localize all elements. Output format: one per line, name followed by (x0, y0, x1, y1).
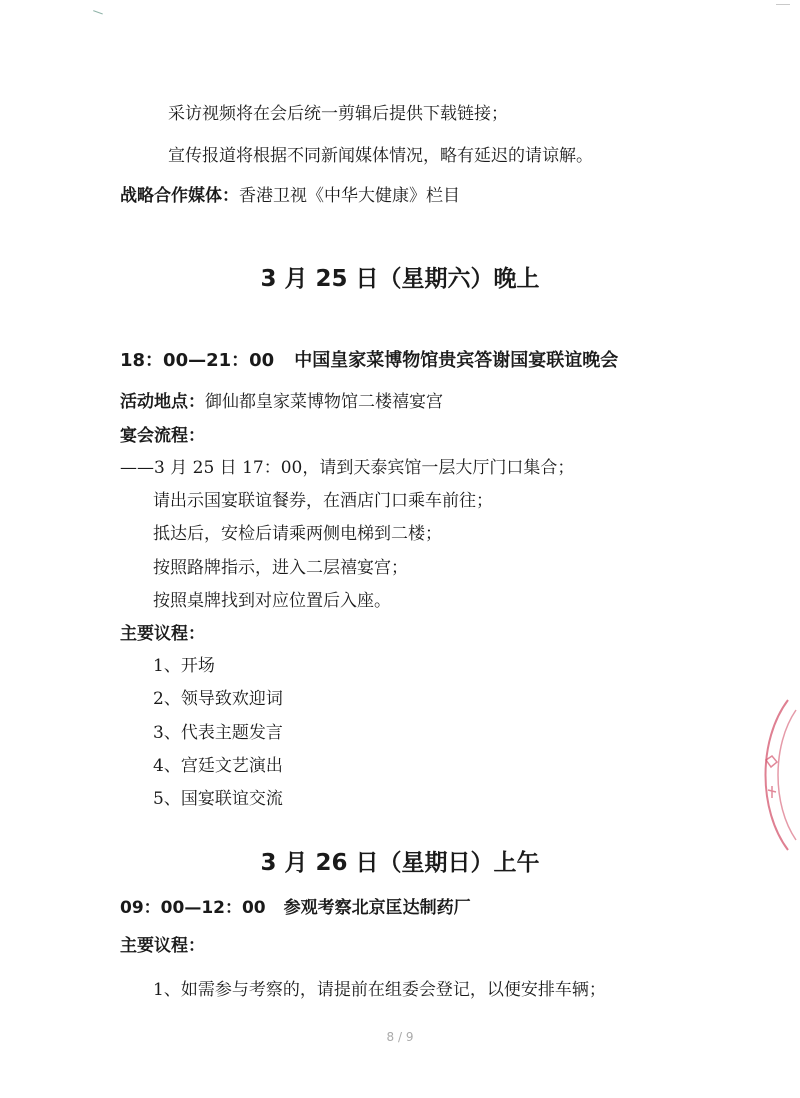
flow-item: 请出示国宴联谊餐券，在酒店门口乘车前往； (153, 491, 493, 511)
intro-line-1: 采访视频将在会后统一剪辑后提供下载链接； (168, 104, 508, 124)
flow-item: 抵达后，安检后请乘两侧电梯到二楼； (153, 524, 442, 544)
day1-session (120, 350, 618, 372)
flow-label: 宴会流程： (120, 426, 205, 446)
media-partner (120, 185, 460, 207)
page-number: 8 / 9 (386, 1030, 414, 1044)
intro-line-2: 宣传报道将根据不同新闻媒体情况，略有延迟的请谅解。 (168, 146, 593, 166)
day2-heading: 3 月 26 日（星期日）上午 (260, 850, 540, 876)
agenda-item: 5、国宴联谊交流 (153, 789, 283, 809)
venue (120, 391, 443, 413)
day1-heading: 3 月 25 日（星期六）晚上 (260, 266, 540, 292)
scan-mark (93, 5, 105, 15)
flow-item: 按照桌牌找到对应位置后入座。 (153, 591, 391, 611)
venue-label: 活动地点： (120, 392, 205, 412)
day1-session-time: 18：00—21：00 (120, 350, 275, 371)
agenda-item: 3、代表主题发言 (153, 723, 283, 743)
day2-session-time: 09：00—12：00 (120, 898, 266, 918)
agenda-item: 1、如需参与考察的，请提前在组委会登记，以便安排车辆； (153, 980, 606, 1000)
media-value: 香港卫视《中华大健康》栏目 (239, 186, 460, 206)
day1-agenda-label: 主要议程： (120, 624, 205, 644)
venue-value: 御仙都皇家菜博物馆二楼禧宴宫 (205, 392, 443, 412)
day2-session (120, 897, 471, 919)
day1-session-title: 中国皇家菜博物馆贵宾答谢国宴联谊晚会 (294, 350, 619, 371)
agenda-item: 2、领导致欢迎词 (153, 689, 283, 709)
agenda-item: 4、宫廷文艺演出 (153, 756, 283, 776)
flow-item: 按照路牌指示，进入二层禧宴宫； (153, 558, 408, 578)
agenda-item: 1、开场 (153, 656, 215, 676)
day2-session-title: 参观考察北京匡达制药厂 (283, 898, 471, 918)
seal-stamp-fragment (738, 690, 798, 860)
scan-mark (776, 4, 790, 11)
day2-agenda-label: 主要议程： (120, 936, 205, 956)
media-label: 战略合作媒体： (120, 186, 239, 206)
flow-item: ——3 月 25 日 17：00，请到天泰宾馆一层大厅门口集合； (120, 458, 575, 478)
